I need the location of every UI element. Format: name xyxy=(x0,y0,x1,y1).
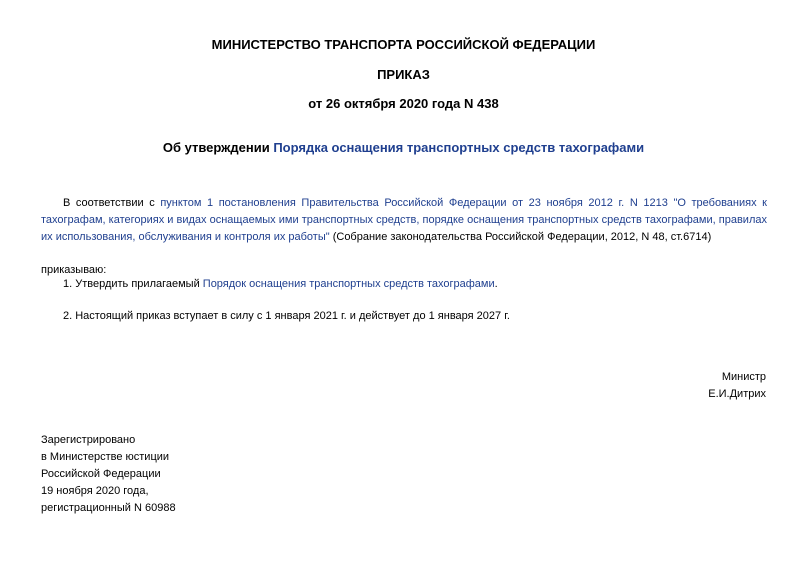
document-subject xyxy=(0,140,807,155)
preamble-tail: (Собрание законодательства Российской Федерации, 2012, N 48, ст.6714) xyxy=(329,231,712,243)
document-date-number: от 26 октября 2020 года N 438 xyxy=(308,96,499,111)
order-item-2: 2. Настоящий приказ вступает в силу с 1 января 2021 г. и действует до 1 января 2027 г. xyxy=(63,310,510,322)
signature-block xyxy=(708,369,766,403)
registration-line-1: Зарегистрировано xyxy=(41,434,136,446)
item1-prefix: 1. Утвердить прилагаемый xyxy=(63,278,203,290)
order-item-1 xyxy=(63,276,498,293)
document-type: ПРИКАЗ xyxy=(377,67,430,82)
signature-name: Е.И.Дитрих xyxy=(708,388,766,400)
item1-link[interactable]: Порядок оснащения транспортных средств тахографами xyxy=(202,278,495,290)
item1-suffix: . xyxy=(494,278,498,290)
signature-title: Министр xyxy=(721,371,766,383)
ministry-title: МИНИСТЕРСТВО ТРАНСПОРТА РОССИЙСКОЙ ФЕДЕРАЦИИ xyxy=(211,37,596,52)
preamble-lead: В соответствии с xyxy=(63,197,161,209)
registration-line-2: в Министерстве юстиции xyxy=(41,451,170,463)
subject-link[interactable]: Порядка оснащения транспортных средств тахографами xyxy=(273,140,645,155)
registration-line-3: Российской Федерации xyxy=(41,468,161,480)
preamble-paragraph xyxy=(41,195,767,246)
registration-line-5: регистрационный N 60988 xyxy=(41,502,176,514)
registration-block xyxy=(41,432,176,517)
orders-label: приказываю: xyxy=(41,264,107,276)
registration-line-4: 19 ноября 2020 года, xyxy=(41,485,149,497)
subject-prefix: Об утверждении xyxy=(162,140,274,155)
preamble-link[interactable]: пунктом 1 постановления Правительства Российской Федерации от 23 ноября 2012 г. N 1213 "О требованиях к тахографам, категориях и видах оснащаемых ими транспортных средств, порядке оснащения транспортных средств тахографами, правилах их использования, обслуживания и контроля их работы" xyxy=(41,197,767,243)
